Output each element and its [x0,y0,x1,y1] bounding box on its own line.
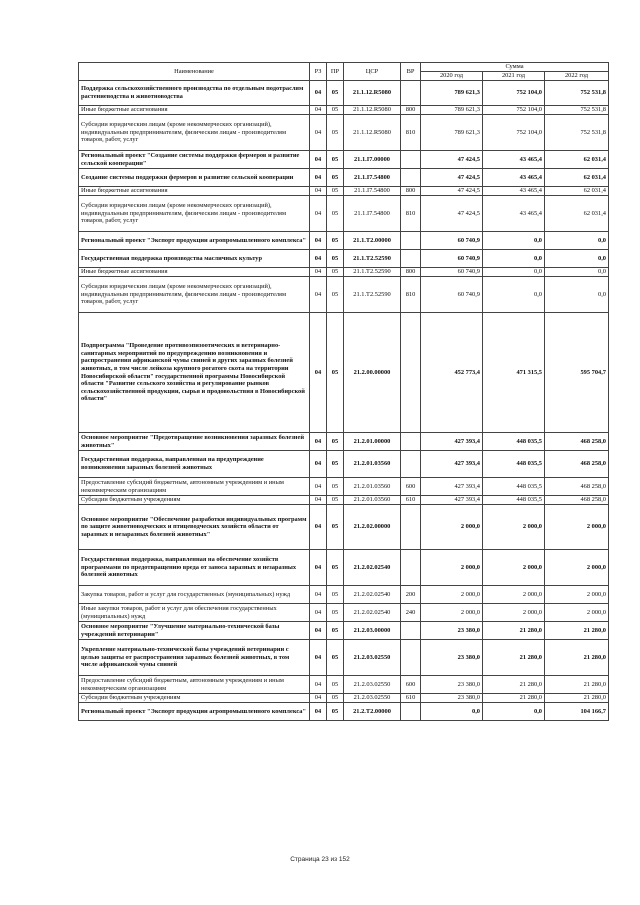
row-name: Иные бюджетные ассигнования [79,106,310,115]
row-name: Субсидии юридическим лицам (кроме некоммерческих организаций), индивидуальным предпринимателям, физическим лицам - производителям товаров, работ, услуг [79,196,310,232]
row-vr: 800 [401,106,421,115]
row-csr: 21.1.T2.52590 [344,250,401,268]
row-csr: 21.2.03.00000 [344,622,401,640]
row-rz: 04 [310,250,327,268]
row-value-2022: 104 166,7 [545,703,609,721]
row-pr: 05 [327,151,344,169]
table-row [79,586,609,604]
row-value-2020: 47 424,5 [421,169,483,187]
row-vr [401,622,421,640]
row-pr: 05 [327,232,344,250]
row-pr: 05 [327,604,344,622]
row-pr: 05 [327,640,344,676]
row-vr [401,550,421,586]
row-csr: 21.2.03.02550 [344,676,401,694]
row-pr: 05 [327,268,344,277]
row-name: Основное мероприятие "Предотвращение возникновения заразных болезней животных" [79,433,310,451]
row-name: Предоставление субсидий бюджетным, автономным учреждениям и иным некоммерческим организациям [79,478,310,496]
row-vr [401,151,421,169]
header-rz: РЗ [310,63,327,81]
table-row [79,81,609,106]
row-value-2022: 468 258,0 [545,433,609,451]
row-name: Поддержка сельскохозяйственного производства по отдельным подотраслям растениеводства и животноводства [79,81,310,106]
row-csr: 21.1.T2.52590 [344,268,401,277]
row-rz: 04 [310,169,327,187]
row-vr: 600 [401,676,421,694]
row-name: Региональный проект "Создание системы поддержки фермеров и развитие сельской кооперации" [79,151,310,169]
row-name: Предоставление субсидий бюджетным, автономным учреждениям и иным некоммерческим организациям [79,676,310,694]
table-row [79,250,609,268]
row-rz: 04 [310,550,327,586]
row-vr: 800 [401,187,421,196]
row-vr: 200 [401,586,421,604]
row-value-2022: 2 000,0 [545,550,609,586]
row-csr: 21.2.02.00000 [344,505,401,550]
row-pr: 05 [327,505,344,550]
row-name: Государственная поддержка, направленная на предупреждение возникновения заразных болезней животных [79,451,310,478]
row-value-2021: 752 104,0 [483,106,545,115]
header-year-2020: 2020 год [421,72,483,81]
row-vr [401,505,421,550]
row-vr: 240 [401,604,421,622]
row-csr: 21.1.I7.54800 [344,196,401,232]
row-value-2022: 21 280,0 [545,676,609,694]
row-pr: 05 [327,81,344,106]
row-csr: 21.1.12.R5080 [344,115,401,151]
row-value-2022: 2 000,0 [545,505,609,550]
row-value-2020: 23 380,0 [421,622,483,640]
row-rz: 04 [310,277,327,313]
row-name: Основное мероприятие "Обеспечение разработки индивидуальных программ по защите животноводческих и птицеводческих хозяйств области от заразных и незаразных болезней животных" [79,505,310,550]
budget-table [78,62,609,721]
row-pr: 05 [327,433,344,451]
row-pr: 05 [327,496,344,505]
row-value-2022: 21 280,0 [545,694,609,703]
row-value-2022: 62 031,4 [545,187,609,196]
row-value-2021: 752 104,0 [483,115,545,151]
row-value-2020: 2 000,0 [421,550,483,586]
table-row [79,196,609,232]
row-pr: 05 [327,277,344,313]
table-row [79,550,609,586]
row-name: Региональный проект "Экспорт продукции агропромышленного комплекса" [79,703,310,721]
table-row [79,622,609,640]
row-value-2020: 427 393,4 [421,433,483,451]
row-pr: 05 [327,106,344,115]
row-value-2021: 2 000,0 [483,586,545,604]
header-csr: ЦСР [344,63,401,81]
row-value-2020: 452 773,4 [421,313,483,433]
row-pr: 05 [327,451,344,478]
row-csr: 21.1.12.R5080 [344,106,401,115]
row-csr: 21.2.02.02540 [344,604,401,622]
row-value-2021: 0,0 [483,277,545,313]
row-rz: 04 [310,106,327,115]
budget-table-sheet [78,62,608,721]
row-vr: 810 [401,115,421,151]
row-name: Иные бюджетные ассигнования [79,187,310,196]
table-row [79,106,609,115]
row-rz: 04 [310,232,327,250]
table-row [79,703,609,721]
row-csr: 21.2.03.02550 [344,640,401,676]
header-name: Наименование [79,63,310,81]
row-value-2022: 62 031,4 [545,151,609,169]
row-name: Подпрограмма "Проведение противоэпизоотических и ветеринарно-санитарных мероприятий по предупреждению возникновения и распространения африканской чумы свиней и других заразных болезней животных, в том числе лейкоза крупного рогатого скота на территории Новосибирской области" государственной программы Новосибирской области "Развитие сельского хозяйства и регулирование рынков сельскохозяйственной продукции, сырья и продовольствия в Новосибирской области" [79,313,310,433]
row-value-2021: 43 465,4 [483,169,545,187]
row-value-2020: 47 424,5 [421,151,483,169]
table-row [79,604,609,622]
row-value-2020: 427 393,4 [421,478,483,496]
page-footer: Страница 23 из 152 [290,856,350,863]
row-csr: 21.1.I7.54800 [344,187,401,196]
row-value-2022: 0,0 [545,268,609,277]
row-value-2021: 752 104,0 [483,81,545,106]
row-value-2021: 43 465,4 [483,196,545,232]
row-value-2020: 789 621,3 [421,106,483,115]
row-value-2020: 789 621,3 [421,81,483,106]
row-value-2021: 0,0 [483,250,545,268]
row-value-2020: 0,0 [421,703,483,721]
row-vr [401,313,421,433]
row-csr: 21.2.01.03560 [344,496,401,505]
table-row [79,433,609,451]
row-pr: 05 [327,694,344,703]
row-rz: 04 [310,313,327,433]
row-value-2021: 448 035,5 [483,451,545,478]
table-row [79,451,609,478]
row-value-2020: 47 424,5 [421,196,483,232]
row-vr: 800 [401,268,421,277]
table-row [79,169,609,187]
row-value-2022: 752 531,8 [545,115,609,151]
table-row [79,313,609,433]
table-row [79,676,609,694]
table-row [79,187,609,196]
row-value-2021: 43 465,4 [483,187,545,196]
row-value-2021: 448 035,5 [483,433,545,451]
row-value-2021: 0,0 [483,232,545,250]
row-csr: 21.1.I7.00000 [344,151,401,169]
row-value-2022: 468 258,0 [545,451,609,478]
row-csr: 21.2.02.02540 [344,586,401,604]
row-pr: 05 [327,187,344,196]
row-vr [401,81,421,106]
table-row [79,505,609,550]
row-csr: 21.1.T2.52590 [344,277,401,313]
row-value-2020: 60 740,9 [421,268,483,277]
row-rz: 04 [310,676,327,694]
row-value-2020: 23 380,0 [421,640,483,676]
row-pr: 05 [327,478,344,496]
row-value-2021: 21 280,0 [483,640,545,676]
row-value-2020: 2 000,0 [421,505,483,550]
row-csr: 21.2.00.00000 [344,313,401,433]
row-pr: 05 [327,703,344,721]
row-rz: 04 [310,586,327,604]
table-row [79,496,609,505]
row-csr: 21.1.I7.54800 [344,169,401,187]
row-csr: 21.2.01.03560 [344,478,401,496]
row-value-2021: 43 465,4 [483,151,545,169]
row-csr: 21.1.T2.00000 [344,232,401,250]
row-value-2020: 23 380,0 [421,694,483,703]
table-row [79,232,609,250]
row-rz: 04 [310,622,327,640]
row-vr [401,250,421,268]
row-rz: 04 [310,115,327,151]
row-name: Создание системы поддержки фермеров и развитие сельской кооперации [79,169,310,187]
row-vr [401,232,421,250]
row-vr: 610 [401,496,421,505]
table-row [79,151,609,169]
row-value-2022: 62 031,4 [545,196,609,232]
row-value-2021: 21 280,0 [483,694,545,703]
row-name: Основное мероприятие "Улучшение материально-технической базы учреждений ветеринарии" [79,622,310,640]
row-value-2022: 62 031,4 [545,169,609,187]
row-rz: 04 [310,604,327,622]
row-value-2022: 0,0 [545,250,609,268]
row-csr: 21.2.T2.00000 [344,703,401,721]
row-name: Субсидии юридическим лицам (кроме некоммерческих организаций), индивидуальным предпринимателям, физическим лицам - производителям товаров, работ, услуг [79,277,310,313]
row-pr: 05 [327,196,344,232]
row-name: Субсидии бюджетным учреждениям [79,496,310,505]
row-value-2022: 21 280,0 [545,640,609,676]
row-value-2021: 0,0 [483,703,545,721]
row-value-2020: 2 000,0 [421,586,483,604]
row-value-2022: 0,0 [545,232,609,250]
row-csr: 21.1.12.R5080 [344,81,401,106]
row-rz: 04 [310,196,327,232]
row-value-2022: 21 280,0 [545,622,609,640]
row-rz: 04 [310,640,327,676]
row-value-2020: 427 393,4 [421,451,483,478]
row-value-2020: 60 740,9 [421,250,483,268]
row-pr: 05 [327,250,344,268]
row-value-2021: 21 280,0 [483,622,545,640]
row-rz: 04 [310,694,327,703]
header-sum: Сумма [421,63,609,72]
table-row [79,268,609,277]
row-value-2021: 471 315,5 [483,313,545,433]
row-name: Субсидии бюджетным учреждениям [79,694,310,703]
row-pr: 05 [327,313,344,433]
row-rz: 04 [310,151,327,169]
table-row [79,115,609,151]
row-value-2021: 21 280,0 [483,676,545,694]
row-vr [401,169,421,187]
row-rz: 04 [310,187,327,196]
row-value-2021: 448 035,5 [483,478,545,496]
row-value-2020: 23 380,0 [421,676,483,694]
table-row [79,694,609,703]
row-vr [401,433,421,451]
row-name: Закупка товаров, работ и услуг для государственных (муниципальных) нужд [79,586,310,604]
row-value-2022: 468 258,0 [545,478,609,496]
row-vr [401,640,421,676]
table-header [79,63,609,81]
row-value-2021: 2 000,0 [483,550,545,586]
row-name: Укрепление материально-технической базы учреждений ветеринарии с целью защиты от распространения заразных болезней животных, в том числе африканской чумы свиней [79,640,310,676]
row-pr: 05 [327,115,344,151]
row-name: Государственная поддержка, направленная на обеспечение хозяйств программами по предотвращению вреда от заноса заразных и незаразных болезней животных [79,550,310,586]
row-vr: 810 [401,277,421,313]
header-year-2021: 2021 год [483,72,545,81]
row-value-2020: 2 000,0 [421,604,483,622]
table-row [79,640,609,676]
row-value-2021: 2 000,0 [483,505,545,550]
row-vr: 610 [401,694,421,703]
row-value-2022: 595 704,7 [545,313,609,433]
row-pr: 05 [327,676,344,694]
row-value-2022: 2 000,0 [545,586,609,604]
row-value-2020: 789 621,3 [421,115,483,151]
row-value-2020: 47 424,5 [421,187,483,196]
row-value-2022: 2 000,0 [545,604,609,622]
row-value-2020: 60 740,9 [421,232,483,250]
row-rz: 04 [310,703,327,721]
row-value-2021: 2 000,0 [483,604,545,622]
row-csr: 21.2.02.02540 [344,550,401,586]
row-name: Субсидии юридическим лицам (кроме некоммерческих организаций), индивидуальным предпринимателям, физическим лицам - производителям товаров, работ, услуг [79,115,310,151]
row-rz: 04 [310,505,327,550]
row-name: Государственная поддержка производства масличных культур [79,250,310,268]
row-vr: 810 [401,196,421,232]
row-csr: 21.2.03.02550 [344,694,401,703]
row-value-2022: 752 531,8 [545,106,609,115]
row-rz: 04 [310,268,327,277]
header-vr: ВР [401,63,421,81]
row-rz: 04 [310,81,327,106]
row-value-2022: 752 531,8 [545,81,609,106]
row-vr [401,703,421,721]
row-value-2021: 0,0 [483,268,545,277]
row-pr: 05 [327,550,344,586]
row-name: Иные бюджетные ассигнования [79,268,310,277]
row-name: Региональный проект "Экспорт продукции агропромышленного комплекса" [79,232,310,250]
row-pr: 05 [327,169,344,187]
row-rz: 04 [310,496,327,505]
row-csr: 21.2.01.03560 [344,451,401,478]
row-value-2020: 427 393,4 [421,496,483,505]
table-row [79,478,609,496]
row-value-2020: 60 740,9 [421,277,483,313]
row-vr [401,451,421,478]
row-pr: 05 [327,622,344,640]
row-pr: 05 [327,586,344,604]
header-pr: ПР [327,63,344,81]
row-rz: 04 [310,478,327,496]
table-body [79,81,609,721]
row-value-2021: 448 035,5 [483,496,545,505]
row-value-2022: 0,0 [545,277,609,313]
table-row [79,277,609,313]
row-value-2022: 468 258,0 [545,496,609,505]
row-csr: 21.2.01.00000 [344,433,401,451]
row-name: Иные закупки товаров, работ и услуг для обеспечения государственных (муниципальных) нужд [79,604,310,622]
row-rz: 04 [310,451,327,478]
row-vr: 600 [401,478,421,496]
header-year-2022: 2022 год [545,72,609,81]
row-rz: 04 [310,433,327,451]
